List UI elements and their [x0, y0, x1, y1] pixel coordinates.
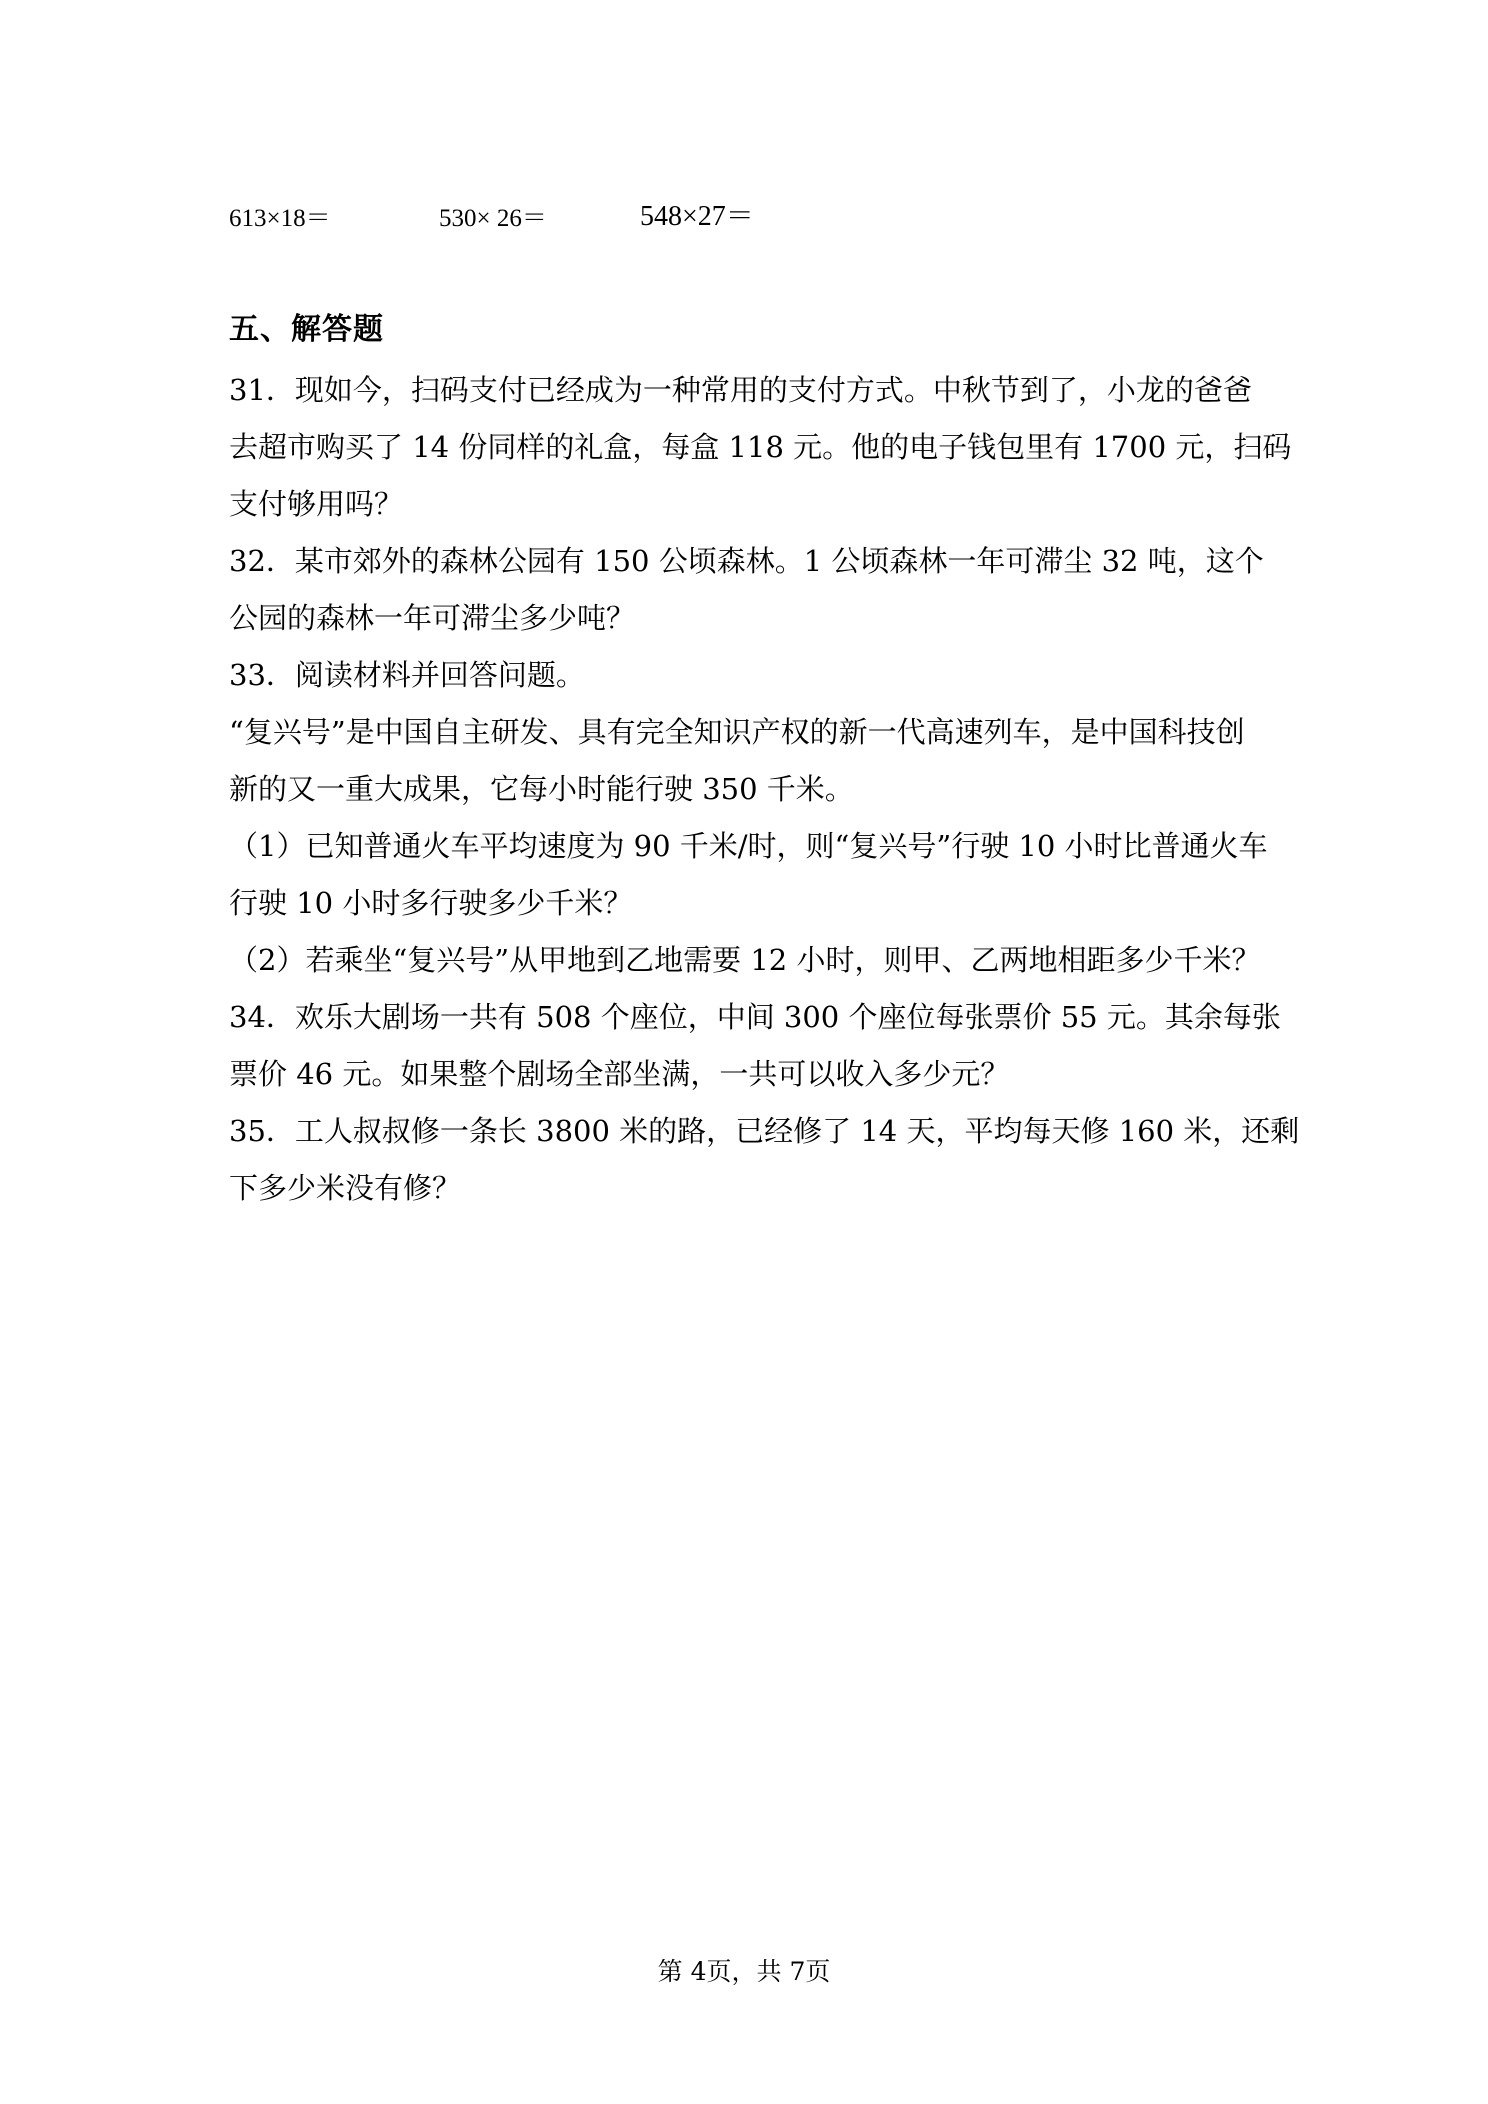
material-line: 新的又一重大成果，它每小时能行驶 350 千米。 — [229, 772, 854, 806]
question-line: 支付够用吗？ — [229, 487, 404, 521]
material-line: “复兴号”是中国自主研发、具有完全知识产权的新一代高速列车，是中国科技创 — [229, 715, 1245, 749]
question-line: 32．某市郊外的森林公园有 150 公顷森林。1 公顷森林一年可滞尘 32 吨，这个 — [229, 544, 1264, 578]
calculation-item: 613×18＝ — [229, 205, 331, 232]
question-line: 34．欢乐大剧场一共有 508 个座位，中间 300 个座位每张票价 55 元。其余每张 — [229, 1000, 1281, 1034]
question-line: 33．阅读材料并回答问题。 — [229, 658, 585, 692]
subquestion-line: （2）若乘坐“复兴号”从甲地到乙地需要 12 小时，则甲、乙两地相距多少千米？ — [229, 943, 1261, 977]
subquestion-line: （1）已知普通火车平均速度为 90 千米/时，则“复兴号”行驶 10 小时比普通火车 — [229, 829, 1268, 863]
question-line: 票价 46 元。如果整个剧场全部坐满，一共可以收入多少元？ — [229, 1057, 1010, 1091]
page-footer: 第 4页，共 7页 — [657, 1957, 831, 1986]
calculation-item: 548×27＝ — [640, 201, 754, 232]
question-line: 去超市购买了 14 份同样的礼盒，每盒 118 元。他的电子钱包里有 1700 元，扫码 — [229, 430, 1292, 464]
question-line: 35．工人叔叔修一条长 3800 米的路，已经修了 14 天，平均每天修 160 米，还剩 — [229, 1114, 1300, 1148]
subquestion-line: 行驶 10 小时多行驶多少千米？ — [229, 886, 633, 920]
question-line: 下多少米没有修？ — [229, 1171, 462, 1205]
question-block — [229, 362, 1300, 1217]
section-title: 五、解答题 — [229, 312, 384, 347]
question-line: 31．现如今，扫码支付已经成为一种常用的支付方式。中秋节到了，小龙的爸爸 — [229, 373, 1252, 407]
question-line: 公园的森林一年可滞尘多少吨？ — [229, 601, 636, 635]
calculation-item: 530× 26＝ — [439, 205, 547, 232]
calculation-row — [229, 190, 1329, 234]
